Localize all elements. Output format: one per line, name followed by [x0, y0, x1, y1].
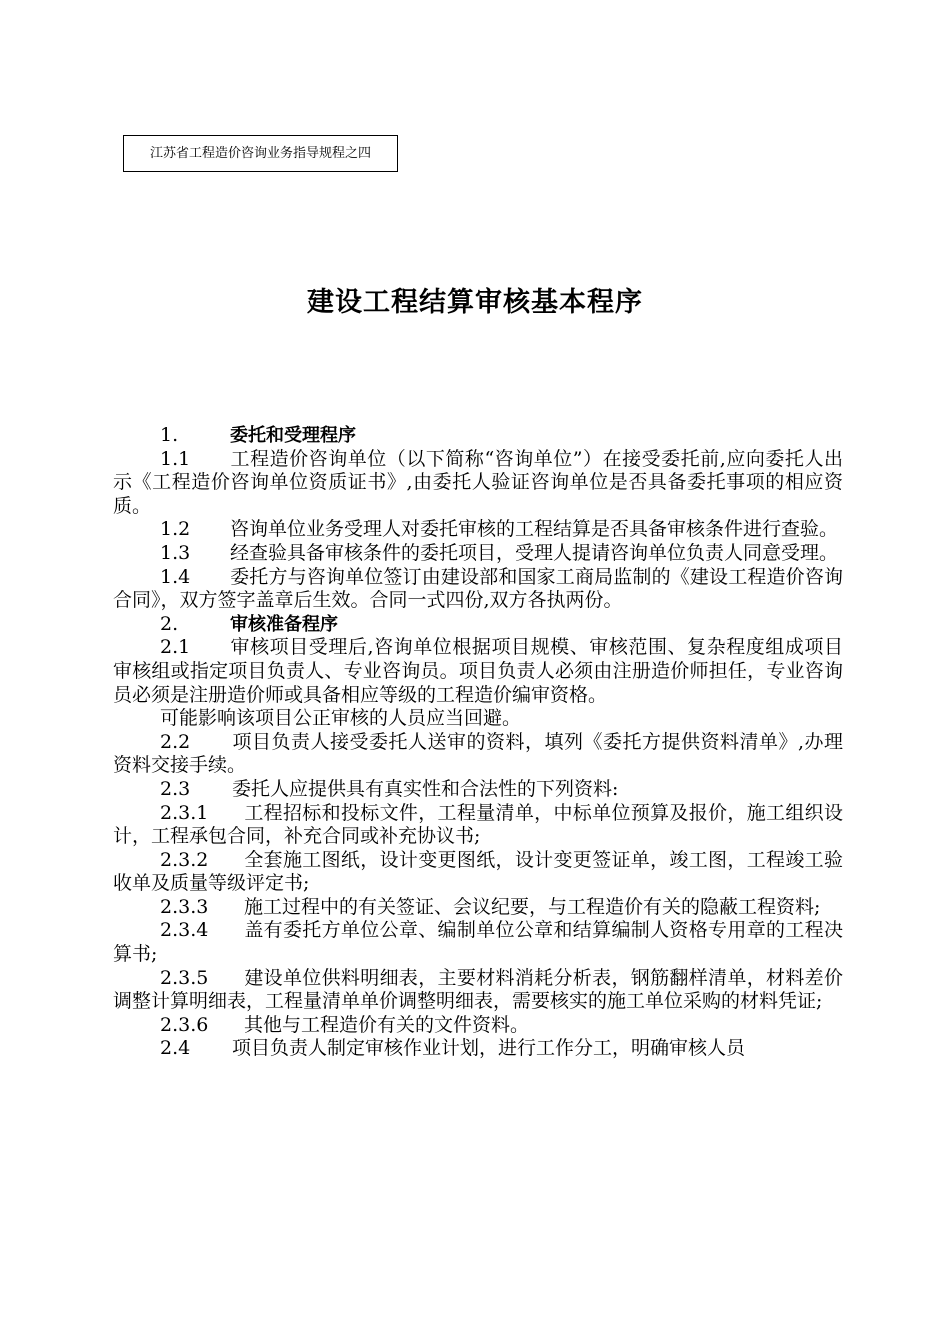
paragraph-number: 2.1 — [160, 636, 191, 659]
paragraph-number: 1.2 — [160, 518, 191, 541]
paragraph-number: 2.3 — [160, 777, 191, 800]
paragraph-text: 其他与工程造价有关的文件资料。 — [244, 1013, 530, 1036]
header-box-label: 江苏省工程造价咨询业务指导规程之四 — [123, 135, 398, 172]
document-title: 建设工程结算审核基本程序 — [307, 287, 643, 318]
heading-text: 委托和受理程序 — [230, 425, 356, 446]
paragraph — [113, 636, 843, 707]
paragraph-number: 1.1 — [160, 447, 191, 470]
paragraph — [113, 1037, 843, 1061]
paragraph-text: 咨询单位业务受理人对委托审核的工程结算是否具备审核条件进行查验。 — [230, 518, 839, 541]
paragraph-text: 委托人应提供具有真实性和合法性的下列资料: — [232, 777, 619, 800]
paragraph-text: 项目负责人接受委托人送审的资料，填列《委托方提供资料清单》,办理资料交接手续。 — [113, 730, 843, 777]
section-heading — [113, 424, 843, 448]
paragraph-number: 2.3.3 — [160, 895, 209, 918]
paragraph — [113, 518, 843, 542]
paragraph — [113, 566, 843, 613]
paragraph-number: 1. — [160, 424, 179, 446]
paragraph — [113, 542, 843, 566]
document-body — [113, 424, 843, 1061]
paragraph — [113, 919, 843, 966]
paragraph-text: 项目负责人制定审核作业计划，进行工作分工，明确审核人员 — [232, 1037, 746, 1060]
section-heading — [113, 613, 843, 637]
paragraph — [113, 1014, 843, 1038]
paragraph-text: 经查验具备审核条件的委托项目，受理人提请咨询单位负责人同意受理。 — [230, 541, 839, 564]
paragraph-number: 1.4 — [160, 565, 191, 588]
paragraph — [113, 967, 843, 1014]
paragraph-text: 全套施工图纸，设计变更图纸，设计变更签证单，竣工图，工程竣工验收单及质量等级评定书; — [113, 848, 843, 895]
paragraph-number: 1.3 — [160, 541, 191, 564]
paragraph-text: 可能影响该项目公正审核的人员应当回避。 — [160, 707, 522, 730]
paragraph-text: 施工过程中的有关签证、会议纪要，与工程造价有关的隐蔽工程资料; — [244, 895, 821, 918]
paragraph-number: 2.3.4 — [160, 919, 209, 942]
paragraph-text: 工程造价咨询单位（以下简称“咨询单位”）在接受委托前,应向委托人出示《工程造价咨询单位资质证书》,由委托人验证咨询单位是否具备委托事项的相应资质。 — [113, 447, 843, 517]
paragraph-number: 2.2 — [160, 730, 191, 753]
paragraph — [113, 707, 843, 731]
paragraph — [113, 448, 843, 519]
paragraph — [113, 778, 843, 802]
paragraph-number: 2.3.2 — [160, 848, 209, 871]
paragraph-text: 盖有委托方单位公章、编制单位公章和结算编制人资格专用章的工程决算书; — [113, 919, 843, 966]
paragraph — [113, 896, 843, 920]
paragraph — [113, 731, 843, 778]
paragraph — [113, 802, 843, 849]
paragraph-number: 2.3.5 — [160, 966, 209, 989]
paragraph-number: 2.4 — [160, 1037, 191, 1060]
heading-text: 审核准备程序 — [230, 613, 338, 635]
paragraph-number: 2. — [160, 612, 179, 635]
paragraph-number: 2.3.1 — [160, 801, 209, 824]
paragraph-text: 审核项目受理后,咨询单位根据项目规模、审核范围、复杂程度组成项目审核组或指定项目负责人、专业咨询员。项目负责人必须由注册造价师担任，专业咨询员必须是注册造价师或具备相应等级的工程造价编审资格。 — [113, 636, 843, 706]
paragraph-text: 委托方与咨询单位签订由建设部和国家工商局监制的《建设工程造价咨询合同》，双方签字盖章后生效。合同一式四份,双方各执两份。 — [113, 565, 843, 612]
paragraph — [113, 849, 843, 896]
paragraph-text: 工程招标和投标文件，工程量清单，中标单位预算及报价，施工组织设计，工程承包合同，补充合同或补充协议书; — [113, 801, 843, 848]
paragraph-number: 2.3.6 — [160, 1013, 209, 1036]
paragraph-text: 建设单位供料明细表，主要材料消耗分析表，钢筋翻样清单，材料差价调整计算明细表，工程量清单单价调整明细表，需要核实的施工单位采购的材料凭证; — [113, 966, 843, 1013]
